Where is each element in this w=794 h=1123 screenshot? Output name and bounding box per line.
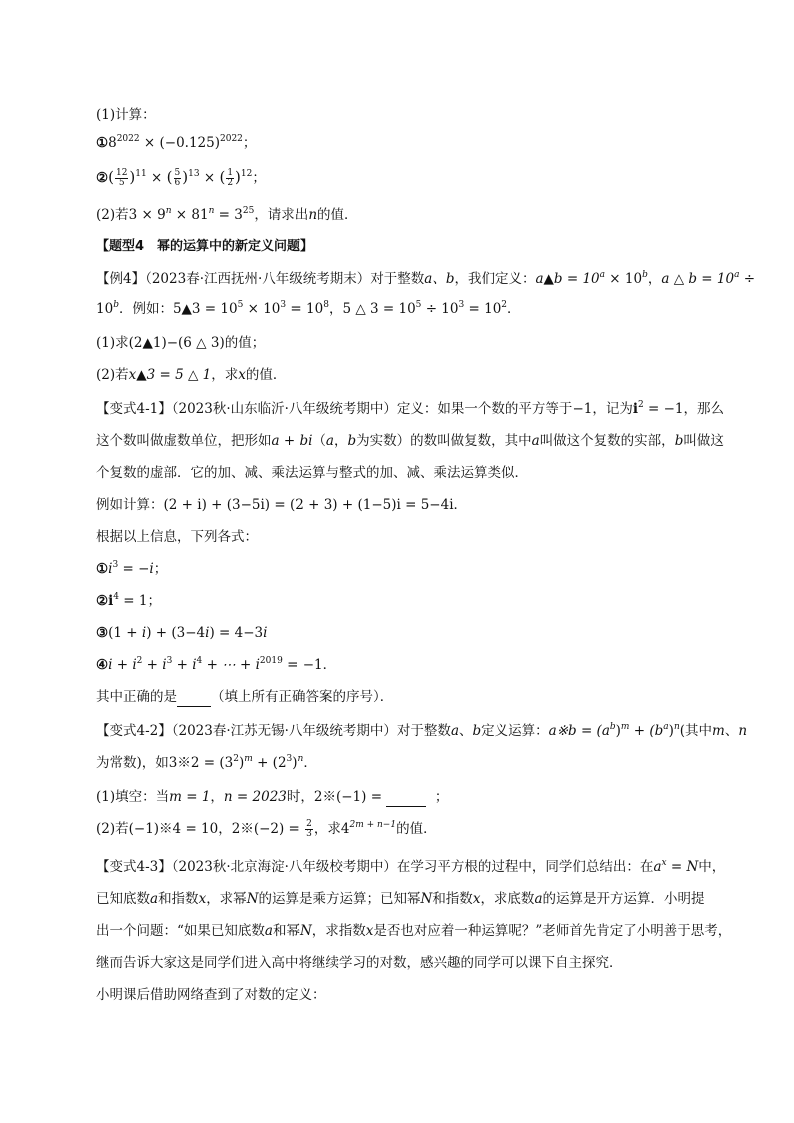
text-line: (1)填空：当m = 1，n = 2023时，2※(−1) = ； bbox=[96, 789, 449, 805]
math: 8 bbox=[108, 135, 117, 151]
text-line: (2)若$3 \times 9^n \times 81^n = 3^{25}$，请求出n的值． bbox=[96, 205, 358, 223]
circled-number: ① bbox=[96, 135, 109, 151]
text-line: (2)若(−1)※4 = 10，2※(−2) = $\frac{2}{3}$ ，求$4^{2m + n-1}$的值． bbox=[96, 819, 437, 839]
text-line: 【例4】（2023春·江西抚州·八年级统考期末）对于整数a、b，我们定义：a▲b = $10^a \times 10^b$，a △ $b = 10^a$ ÷ bbox=[96, 269, 756, 287]
answer-blank[interactable] bbox=[386, 788, 426, 807]
exponent: 13 bbox=[188, 168, 200, 179]
answer-blank[interactable] bbox=[177, 688, 211, 707]
fraction: $\frac{1}{2}$ bbox=[227, 168, 234, 188]
text: ； bbox=[242, 135, 257, 151]
text-line: 例如计算：(2 + i) + (3−5i) = (2 + 3) + (1−5)i = 5−4i． bbox=[96, 497, 468, 513]
text-line bbox=[96, 134, 256, 152]
text-line: $②i^4 = 1$； bbox=[96, 591, 161, 609]
text-line: 出一个问题：“如果已知底数a和幂N，求指数x是否也对应着一种运算呢？”老师首先肯定了小明善于思考， bbox=[96, 923, 732, 939]
text-line: ④i + $i^2 + i^3 + i^4$ + ⋯ + $i^{2019} = -1$． bbox=[96, 655, 337, 673]
text-line: (2)若x▲3 = 5 △ 1，求x的值． bbox=[96, 367, 287, 383]
text-line: 个复数的虚部．它的加、减、乘法运算与整式的加、减、乘法运算类似． bbox=[96, 465, 528, 481]
text-line: 根据以上信息，下列各式： bbox=[96, 529, 258, 545]
text-line: 这个数叫做虚数单位，把形如a + bi（a，b为实数）的数叫做复数，其中a叫做这个复数的实部，b叫做这 bbox=[96, 433, 724, 449]
text-line: ③(1 + i) + (3−4i) = 4−3i bbox=[96, 625, 268, 641]
exponent: 11 bbox=[135, 168, 147, 179]
text-line: 为常数)，如3※2 = $(3^2)^m + (2^3)^n$． bbox=[96, 753, 317, 771]
circled-number: ② bbox=[96, 170, 109, 186]
text-line: 小明课后借助网络查到了对数的定义： bbox=[96, 987, 326, 1003]
text-line: 其中正确的是 （填上所有正确答案的序号）． bbox=[96, 689, 394, 705]
text-line: 已知底数a和指数x，求幂N的运算是乘方运算；已知幂N和指数x，求底数a的运算是开方运算．小明提 bbox=[96, 891, 705, 907]
section-heading: 【题型4 幂的运算中的新定义问题】 bbox=[96, 239, 314, 254]
text: (1)计算： bbox=[96, 107, 156, 123]
text-line: ②( $\frac{12}{5}$ )$^{11}$ × ( $\frac{5}{6}$ )$^{13}$ × ( $\frac{1}{2}$ )$^{12}$； bbox=[96, 168, 266, 188]
text-line bbox=[96, 106, 156, 124]
text-line: 【变式4-3】（2023秋·北京海淀·八年级校考期中）在学习平方根的过程中，同学们总结出：在$a^x = N$中， bbox=[96, 857, 726, 875]
exponent: 2022 bbox=[116, 133, 140, 144]
exponent: 12 bbox=[240, 168, 253, 179]
fraction: $\frac{2}{3}$ bbox=[306, 819, 312, 839]
math: × (−0.125) bbox=[139, 135, 220, 151]
text-line: 【变式4-2】（2023春·江苏无锡·八年级统考期中）对于整数a、b定义运算：a※b = $(a^b)^m + (b^a)^n$(其中m、n bbox=[96, 721, 748, 739]
text-line: 【变式4-1】（2023秋·山东临沂·八年级统考期中）定义：如果一个数的平方等于−1，记为$i^2 = -1$，那么 bbox=[96, 399, 725, 417]
text-line: 继而告诉大家这是同学们进入高中将继续学习的对数，感兴趣的同学可以课下自主探究． bbox=[96, 955, 623, 971]
text-line: $①i^3 = -i$； bbox=[96, 559, 168, 577]
text-line: 10$^b$．例如：5▲3 = $10^5 \times 10^3 = 10^8$，5 △ $3 = 10^5 \div 10^3 = 10^2$． bbox=[96, 299, 521, 317]
text-line: (1)求(2▲1)−(6 △ 3)的值； bbox=[96, 335, 266, 351]
fraction: $\frac{5}{6}$ bbox=[174, 168, 181, 188]
fraction: $\frac{12}{5}$ bbox=[115, 168, 128, 188]
exponent: 2022 bbox=[220, 133, 243, 144]
